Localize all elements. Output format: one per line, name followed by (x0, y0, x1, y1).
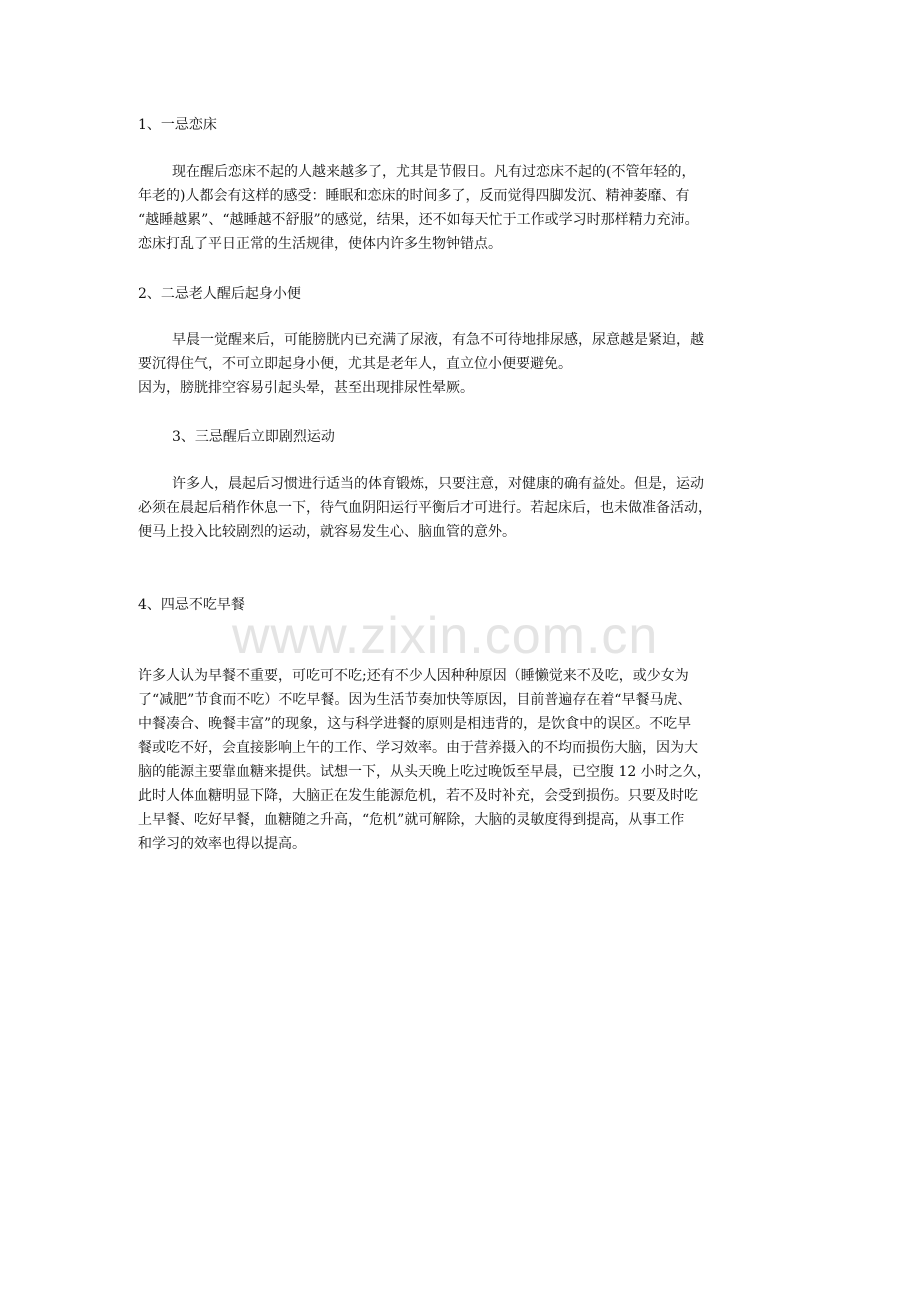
paragraph-line: 中餐凑合、晚餐丰富”的现象，这与科学进餐的原则是相违背的，是饮食中的误区。不吃早 (138, 716, 692, 732)
paragraph-line: 必须在晨起后稍作休息一下，待气血阴阳运行平衡后才可进行。若起床后，也未做准备活动， (138, 500, 712, 516)
section-4-paragraph (138, 664, 782, 856)
paragraph-line: 要沉得住气，不可立即起身小便，尤其是老年人，直立位小便要避免。 (138, 356, 572, 372)
paragraph-line: 餐或吃不好，会直接影响上午的工作、学习效率。由于营养摄入的不均而损伤大脑，因为大 (138, 740, 698, 756)
paragraph-line: 和学习的效率也得以提高。 (138, 836, 306, 852)
section-3-heading: 3、三忌醒后立即剧烈运动 (172, 429, 335, 445)
section-2-heading: 2、二忌老人醒后起身小便 (138, 286, 301, 302)
paragraph-line: 早晨一觉醒来后，可能膀胱内已充满了尿液，有急不可待地排尿感，尿意越是紧迫，越 (172, 332, 704, 348)
paragraph-line: “越睡越累”、“越睡越不舒服”的感觉，结果，还不如每天忙于工作或学习时那样精力充沛。 (138, 212, 699, 228)
section-1-heading: 1、一忌恋床 (138, 117, 217, 133)
paragraph-line: 了“减肥”节食而不吃）不吃早餐。因为生活节奏加快等原因，目前普遍存在着“早餐马虎、 (138, 692, 692, 708)
paragraph-line: 上早餐、吃好早餐，血糖随之升高，“危机”就可解除，大脑的灵敏度得到提高，从事工作 (138, 812, 685, 828)
section-3-paragraph (138, 472, 782, 544)
paragraph-line: 许多人，晨起后习惯进行适当的体育锻炼，只要注意，对健康的确有益处。但是，运动 (172, 476, 704, 492)
watermark: www.zixin.com.cn (232, 607, 659, 665)
section-2-paragraph (138, 328, 782, 400)
paragraph-line: 便马上投入比较剧烈的运动，就容易发生心、脑血管的意外。 (138, 524, 516, 540)
paragraph-line: 此时人体血糖明显下降，大脑正在发生能源危机，若不及时补充，会受到损伤。只要及时吃 (138, 788, 698, 804)
paragraph-line: 脑的能源主要靠血糖来提供。试想一下，从头天晚上吃过晚饭至早晨，已空腹 12 小时之久， (138, 764, 711, 780)
paragraph-line: 因为，膀胱排空容易引起头晕，甚至出现排尿性晕厥。 (138, 380, 474, 396)
section-1-paragraph (138, 160, 782, 256)
paragraph-line: 年老的)人都会有这样的感受：睡眠和恋床的时间多了，反而觉得四脚发沉、精神萎靡、有 (138, 188, 690, 204)
paragraph-line: 许多人认为早餐不重要，可吃可不吃;还有不少人因种种原因（睡懒觉来不及吃，或少女为 (138, 668, 689, 684)
paragraph-line: 现在醒后恋床不起的人越来越多了，尤其是节假日。凡有过恋床不起的(不管年轻的， (172, 164, 696, 180)
section-4-heading: 4、四忌不吃早餐 (138, 597, 245, 613)
paragraph-line: 恋床打乱了平日正常的生活规律，使体内许多生物钟错点。 (138, 236, 502, 252)
